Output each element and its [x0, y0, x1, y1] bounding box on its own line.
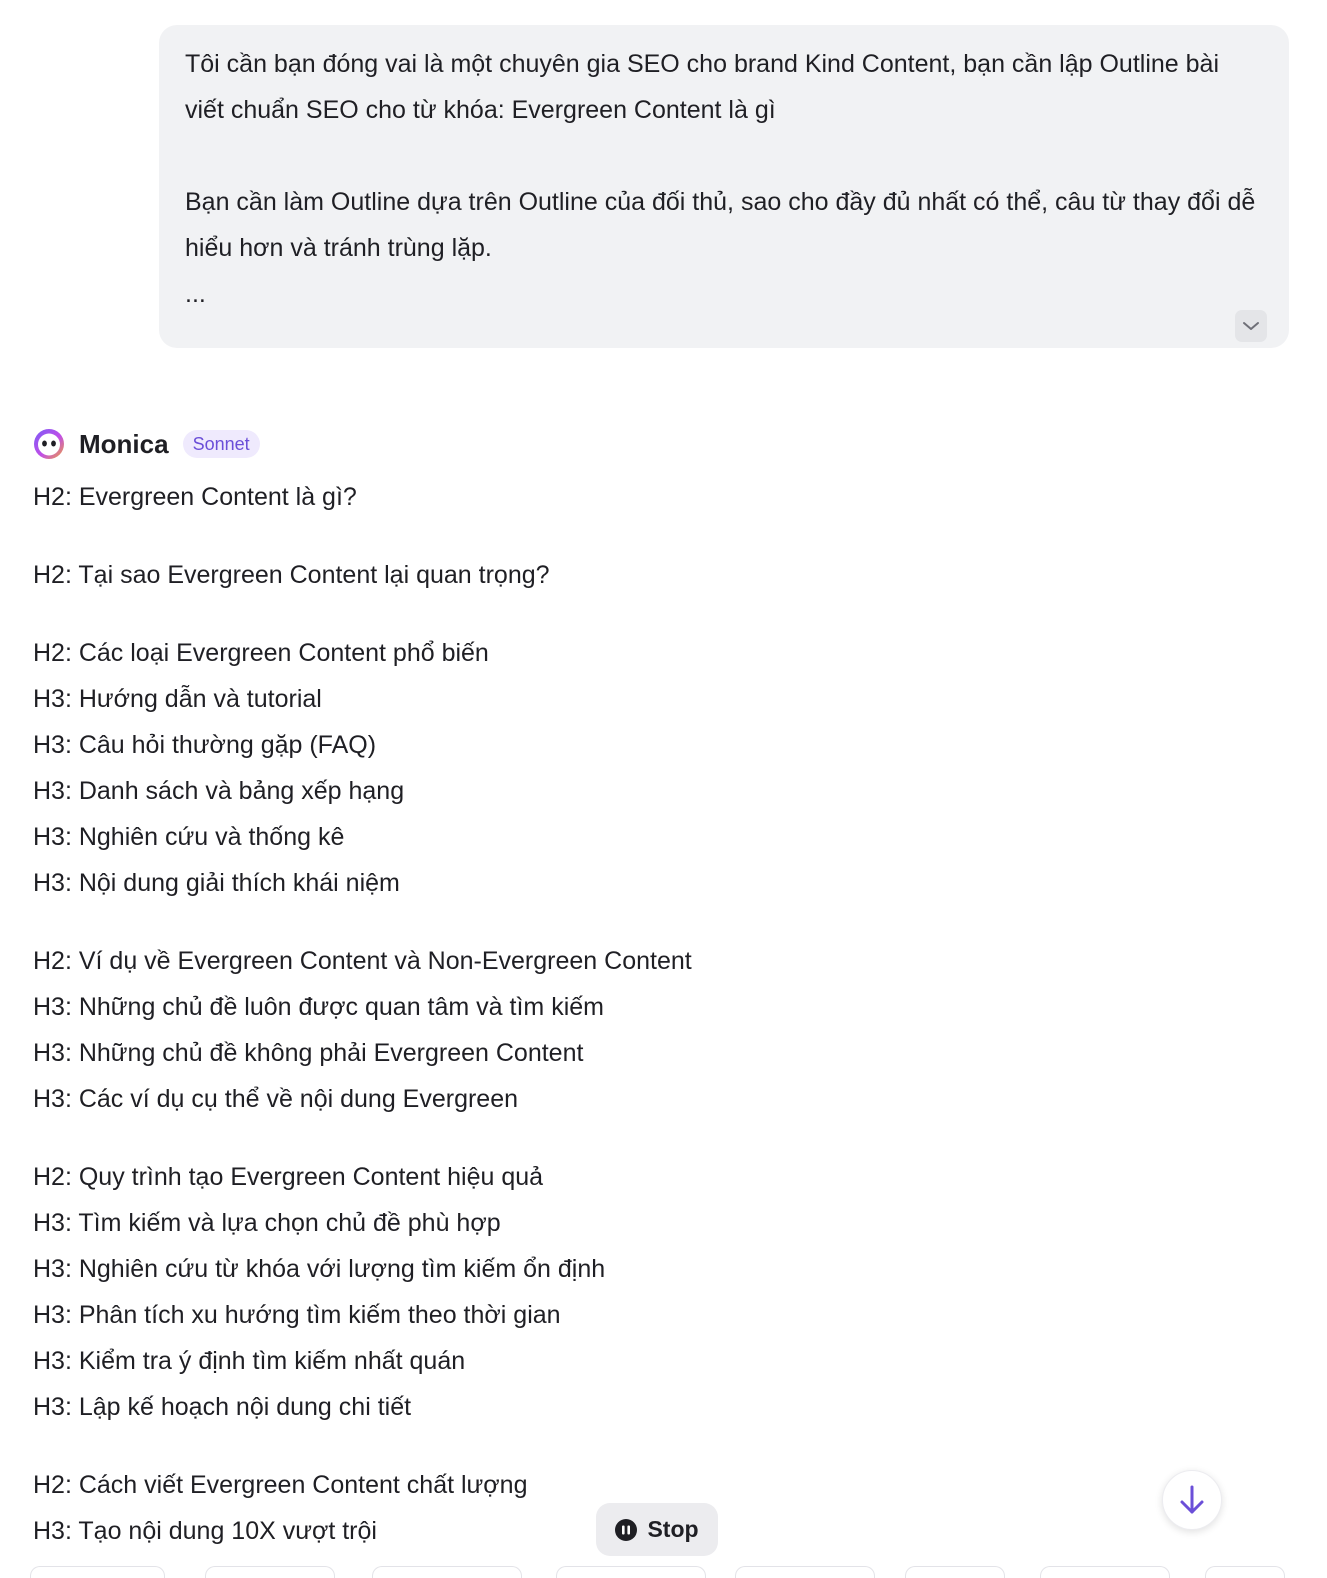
arrow-down-icon [1178, 1484, 1206, 1516]
outline-h3-line: H3: Nghiên cứu từ khóa với lượng tìm kiếm ổn định [33, 1255, 606, 1283]
suggestion-chip[interactable] [372, 1566, 522, 1578]
model-badge[interactable]: Sonnet [183, 430, 260, 458]
user-message-ellipsis: ... [185, 280, 206, 308]
user-message-paragraph-2: Bạn cần làm Outline dựa trên Outline của đối thủ, sao cho đầy đủ nhất có thể, câu từ thay đổi dễ hiểu hơn và tránh trùng lặp. [185, 188, 1256, 262]
suggestion-chip[interactable] [735, 1566, 875, 1578]
outline-h2-line: H2: Quy trình tạo Evergreen Content hiệu quả [33, 1163, 544, 1191]
outline-h3-line: H3: Tạo nội dung 10X vượt trội [33, 1517, 377, 1545]
group-gap [33, 1430, 1133, 1462]
assistant-response [33, 474, 1133, 1554]
suggestion-chip[interactable] [556, 1566, 706, 1578]
monica-avatar-icon [33, 428, 65, 460]
outline-h3-line: H3: Nghiên cứu và thống kê [33, 823, 345, 851]
stop-generating-button[interactable] [596, 1503, 718, 1556]
outline-h2-line: H2: Các loại Evergreen Content phổ biến [33, 639, 489, 667]
scroll-to-bottom-button[interactable] [1162, 1470, 1222, 1530]
chevron-down-icon [1242, 320, 1260, 332]
outline-h3-line: H3: Kiểm tra ý định tìm kiếm nhất quán [33, 1347, 466, 1375]
group-gap [33, 520, 1133, 552]
user-message-paragraph-1: Tôi cần bạn đóng vai là một chuyên gia SEO cho brand Kind Content, bạn cần lập Outline bài viết chuẩn SEO cho từ khóa: Evergreen Content là gì [185, 50, 1219, 124]
outline-h3-line: H3: Những chủ đề không phải Evergreen Content [33, 1039, 584, 1067]
outline-h2-line: H2: Cách viết Evergreen Content chất lượng [33, 1471, 528, 1499]
outline-h3-line: H3: Hướng dẫn và tutorial [33, 685, 322, 713]
outline-h2-line: H2: Evergreen Content là gì? [33, 483, 357, 511]
stop-label: Stop [647, 1516, 699, 1542]
outline-h3-line: H3: Các ví dụ cụ thể về nội dung Evergreen [33, 1085, 519, 1113]
outline-h3-line: H3: Tìm kiếm và lựa chọn chủ đề phù hợp [33, 1209, 501, 1237]
outline-h2-line: H2: Tại sao Evergreen Content lại quan trọng? [33, 561, 550, 589]
outline-h3-line: H3: Danh sách và bảng xếp hạng [33, 777, 405, 805]
outline-h3-line: H3: Câu hỏi thường gặp (FAQ) [33, 731, 377, 759]
suggestion-chip[interactable] [1040, 1566, 1170, 1578]
assistant-header [33, 426, 260, 462]
outline-h3-line: H3: Nội dung giải thích khái niệm [33, 869, 400, 897]
group-gap [33, 906, 1133, 938]
group-gap [33, 598, 1133, 630]
outline-h3-line: H3: Phân tích xu hướng tìm kiếm theo thời gian [33, 1301, 561, 1329]
outline-h3-line: H3: Những chủ đề luôn được quan tâm và tìm kiếm [33, 993, 604, 1021]
outline-h3-line: H3: Lập kế hoạch nội dung chi tiết [33, 1393, 412, 1421]
expand-message-button[interactable] [1235, 310, 1267, 342]
group-gap [33, 1122, 1133, 1154]
suggestion-chip[interactable] [205, 1566, 335, 1578]
suggestion-chips-strip [0, 1566, 1327, 1578]
assistant-name: Monica [79, 428, 169, 459]
suggestion-chip[interactable] [1205, 1566, 1285, 1578]
user-message-bubble [159, 25, 1289, 348]
outline-h2-line: H2: Ví dụ về Evergreen Content và Non-Evergreen Content [33, 947, 692, 975]
suggestion-chip[interactable] [905, 1566, 1005, 1578]
pause-circle-icon [615, 1519, 637, 1541]
suggestion-chip[interactable] [30, 1566, 165, 1578]
